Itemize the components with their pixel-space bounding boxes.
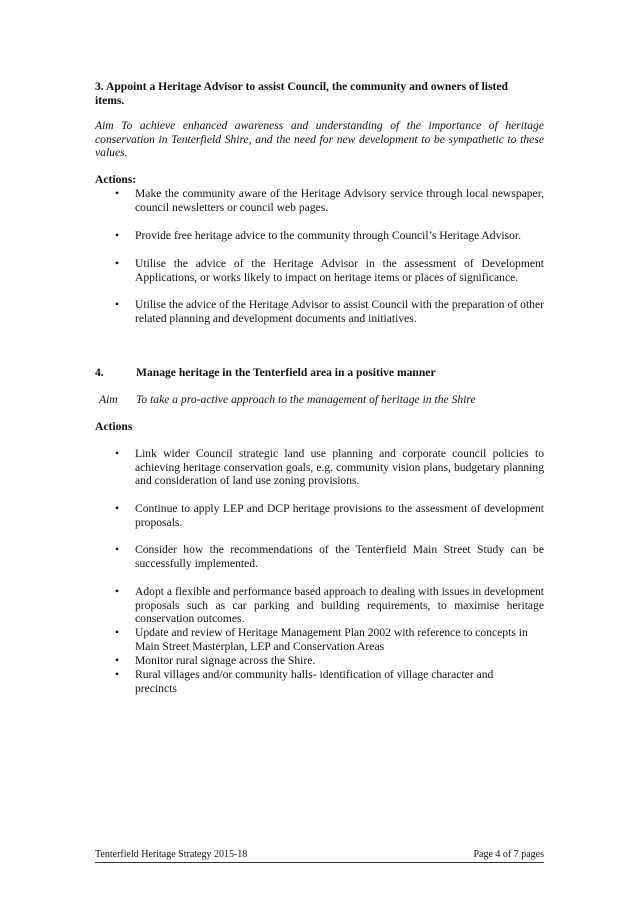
- bullet-text: Consider how the recommendations of the Tenterfield Main Street Study can be successfully implemented.: [135, 543, 544, 570]
- bullet-icon: •: [115, 585, 120, 598]
- section-3-actions-label: Actions:: [95, 173, 137, 186]
- section-4-aim-label: Aim: [99, 393, 118, 406]
- footer-page-number: Page 4 of 7 pages: [473, 849, 544, 860]
- bullet-text: Utilise the advice of the Heritage Advisor to assist Council with the preparation of other related planning and development documents and initiatives.: [135, 298, 544, 325]
- bullet-icon: •: [115, 668, 120, 681]
- section-3-heading: 3. Appoint a Heritage Advisor to assist Council, the community and owners of listed items.: [95, 80, 508, 107]
- bullet-icon: •: [115, 229, 120, 242]
- bullet-text: Adopt a flexible and performance based approach to dealing with issues in development proposals such as car parking and building requirements, to maximise heritage conservation outcomes.: [135, 585, 544, 625]
- section-4-heading: Manage heritage in the Tenterfield area in a positive manner: [136, 366, 436, 379]
- section-4-number: 4.: [95, 366, 104, 379]
- bullet-text: Monitor rural signage across the Shire.: [135, 654, 316, 667]
- section-4-aim: To take a pro-active approach to the management of heritage in the Shire: [136, 393, 476, 406]
- section-4-actions-label: Actions: [95, 420, 133, 433]
- bullet-text: Utilise the advice of the Heritage Advisor in the assessment of Development Applications, or works likely to impact on heritage items or places of significance.: [135, 257, 544, 284]
- bullet-icon: •: [115, 187, 120, 200]
- footer-divider: [95, 862, 544, 863]
- bullet-text: Rural villages and/or community halls- identification of village character and precincts: [135, 668, 494, 695]
- bullet-icon: •: [115, 298, 120, 311]
- bullet-icon: •: [115, 502, 120, 515]
- bullet-icon: •: [115, 654, 120, 667]
- section-3-aim: Aim To achieve enhanced awareness and understanding of the importance of heritage conservation in Tenterfield Shire, and the need for new development to be sympathetic to these values.: [95, 119, 544, 159]
- bullet-text: Continue to apply LEP and DCP heritage provisions to the assessment of development proposals.: [135, 502, 544, 529]
- bullet-icon: •: [115, 447, 120, 460]
- bullet-icon: •: [115, 257, 120, 270]
- bullet-icon: •: [115, 626, 120, 639]
- bullet-text: Link wider Council strategic land use planning and corporate council policies to achieving heritage conservation goals, e.g. community vision plans, budgetary planning and consideration of land use zoning provisions.: [135, 447, 544, 487]
- footer-left-text: Tenterfield Heritage Strategy 2015-18: [95, 849, 248, 860]
- bullet-text: Provide free heritage advice to the community through Council’s Heritage Advisor.: [135, 229, 522, 242]
- bullet-text: Update and review of Heritage Management Plan 2002 with reference to concepts in Main Street Masterplan, LEP and Conservation Areas: [135, 626, 528, 653]
- bullet-icon: •: [115, 543, 120, 556]
- bullet-text: Make the community aware of the Heritage Advisory service through local newspaper, council newsletters or council web pages.: [135, 187, 544, 214]
